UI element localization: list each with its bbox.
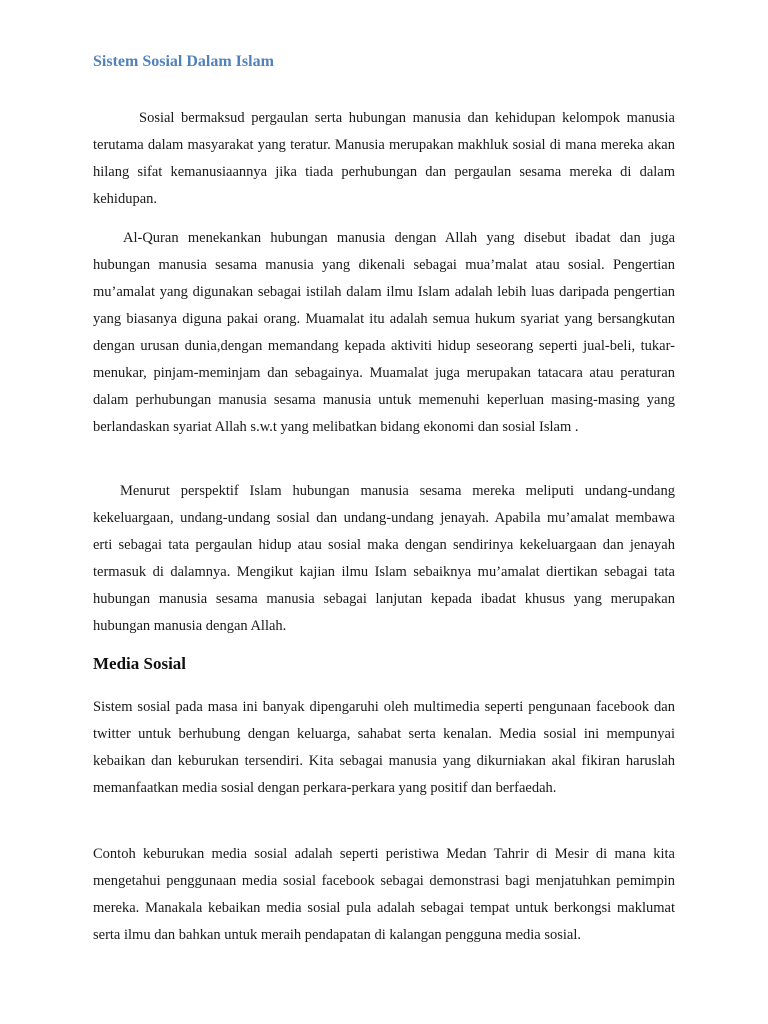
paragraph-intro: Sosial bermaksud pergaulan serta hubungan manusia dan kehidupan kelompok manusia terutama dalam masyarakat yang teratur. Manusia merupakan makhluk sosial di mana mereka akan hilang sifat kemanusiaannya jika tiada perhubungan dan pergaulan sesama mereka di dalam kehidupan. — [93, 110, 675, 207]
paragraph-muamalat: Al-Quran menekankan hubungan manusia dengan Allah yang disebut ibadat dan juga hubungan manusia sesama manusia yang dikenali sebagai mua’malat atau sosial. Pengertian mu’amalat yang digunakan sebagai istilah dalam ilmu Islam adalah lebih luas daripada pengertian yang biasanya diguna pakai orang. Muamalat itu adalah semua hukum syariat yang bersangkutan dengan urusan dunia,dengan memandang kepada aktiviti hidup seseorang seperti jual-beli, tukar-menukar, pinjam-meminjam dan sebagainya. Muamalat juga merupakan tatacara atau peraturan dalam perhubungan manusia sesama manusia untuk memenuhi keperluan masing-masing yang berlandaskan syariat Allah s.w.t yang melibatkan bidang ekonomi dan sosial Islam . — [93, 230, 675, 435]
paragraph-media-sosial: Sistem sosial pada masa ini banyak dipengaruhi oleh multimedia seperti pengunaan facebook dan twitter untuk berhubung dengan keluarga, sahabat serta kenalan. Media sosial ini mempunyai kebaikan dan keburukan tersendiri. Kita sebagai manusia yang dikurniakan akal fikiran haruslah memanfaatkan media sosial dengan perkara-perkara yang positif dan berfaedah. — [93, 699, 675, 796]
paragraph-contoh: Contoh keburukan media sosial adalah seperti peristiwa Medan Tahrir di Mesir di mana kita mengetahui penggunaan media sosial facebook sebagai demonstrasi bagi menjatuhkan pemimpin mereka. Manakala kebaikan media sosial pula adalah sebagai tempat untuk berkongsi maklumat serta ilmu dan bahkan untuk meraih pendapatan di kalangan pengguna media sosial. — [93, 846, 675, 943]
document-title: Sistem Sosial Dalam Islam — [93, 53, 274, 70]
paragraph-perspektif: Menurut perspektif Islam hubungan manusia sesama mereka meliputi undang-undang kekeluargaan, undang-undang sosial dan undang-undang jenayah. Apabila mu’amalat membawa erti sebagai tata pergaulan hidup atau sosial maka dengan sendirinya kekeluargaan dan jenayah termasuk di dalamnya. Mengikut kajian ilmu Islam sebaiknya mu’amalat diertikan sebagai tata hubungan manusia sesama manusia sebagai lanjutan kepada ibadat khusus yang merupakan hubungan manusia dengan Allah. — [93, 483, 675, 634]
section-heading-media-sosial: Media Sosial — [93, 654, 187, 673]
